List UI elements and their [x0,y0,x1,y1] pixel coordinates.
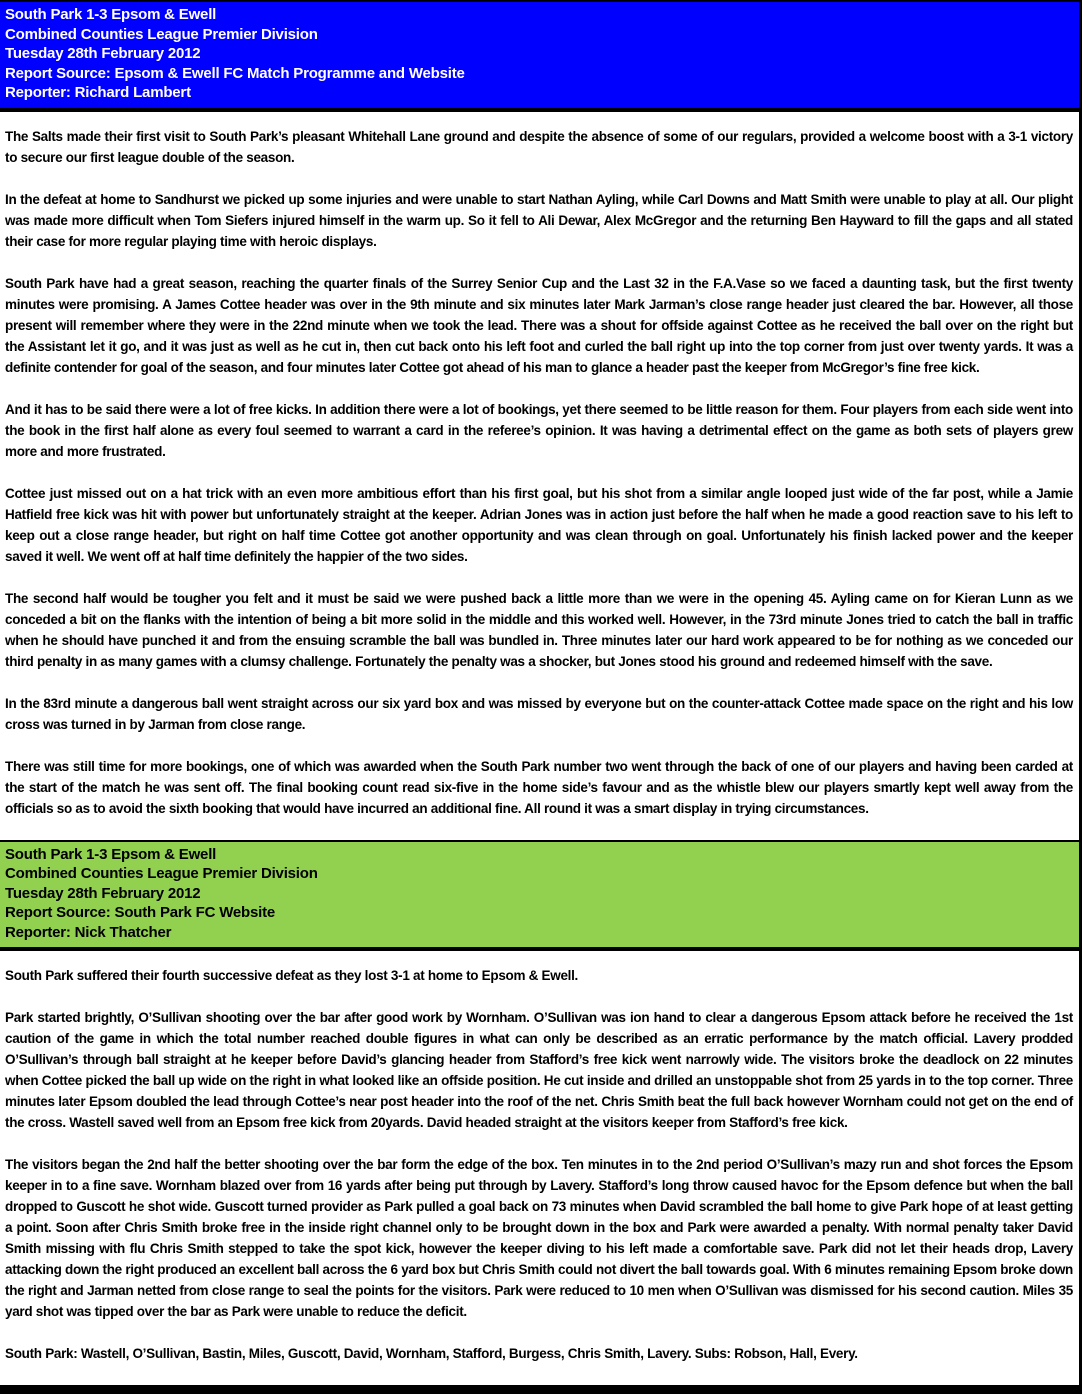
report1-header [0,0,1079,112]
report1-paragraph-5: Cottee just missed out on a hat trick with an even more ambitious effort than his first goal, but his shot from a similar angle looped just wide of the far post, while a Jamie Hatfield free kick was hit with power but unfortunately straight at the keeper. Adrian Jones was in action just before the half when he made a good reaction save to his left to keep out a close range header, but right on half time Cottee got another opportunity and was clean through on goal. Unfortunately his finish lacked power and the keeper saved it well. We went off at half time definitely the happier of the two sides. [5,485,1073,564]
report2-date: Tuesday 28th February 2012 [5,884,201,902]
report1-paragraph-4: And it has to be said there were a lot of free kicks. In addition there were a lot of bookings, yet there seemed to be little reason for them. Four players from each side went into the book in the first half alone as every foul seemed to warrant a card in the referee’s opinion. It was having a detrimental effect on the game as both sets of players grew more and more frustrated. [5,401,1073,459]
report1-reporter: Reporter: Richard Lambert [5,84,191,101]
report1-title: South Park 1-3 Epsom & Ewell [5,6,217,23]
report2-paragraph-2: Park started brightly, O’Sullivan shooting over the bar after good work by Wornham. O’Sullivan was ion hand to clear a dangerous Epsom attack before he received the 1st caution of the game in which the total number reached double figures in what can only be described as an erratic performance by the match official. Lavery prodded O’Sullivan’s through ball straight at he keeper before David’s glancing header from Stafford’s free kick went narrowly wide. The visitors broke the deadlock on 22 minutes when Cottee picked the ball up wide on the right in what looked like an offside position. He cut inside and drilled an unstoppable shot from 25 yards in to the top corner. Three minutes later Epsom doubled the lead through Cottee’s near post header into the roof of the net. Chris Smith beat the full back however Wornham could not get on the end of the cross. Wastell saved well from an Epsom free kick from 20yards. David headed straight at the visitors keeper from Stafford’s free kick. [5,1010,1073,1130]
report1-paragraph-2: In the defeat at home to Sandhurst we picked up some injuries and were unable to start Nathan Ayling, while Carl Downs and Matt Smith were unable to play at all. Our plight was made more difficult when Tom Siefers injured himself in the warm up. So it fell to Ali Dewar, Alex McGregor and the returning Ben Hayward to fill the gaps and all stated their case for more regular playing time with heroic displays. [5,191,1073,249]
report2-title: South Park 1-3 Epsom & Ewell [5,845,217,863]
report2-source: Report Source: South Park FC Website [5,904,276,921]
report2-paragraph-1: South Park suffered their fourth successive defeat as they lost 3-1 at home to Epsom & Ewell. [5,968,579,983]
report1-body [0,112,1079,819]
report2-lineup: South Park: Wastell, O’Sullivan, Bastin, Miles, Guscott, David, Wornham, Stafford, Burgess, Chris Smith, Lavery. Subs: Robson, Hall, Every. [5,1346,858,1361]
report2-league: Combined Counties League Premier Division [5,865,318,882]
report2-paragraph-3: The visitors began the 2nd half the better shooting over the bar form the edge of the box. Ten minutes in to the 2nd period O’Sullivan’s mazy run and shot forces the Epsom keeper in to a fine save. Wornham blazed over from 16 yards after being put through by Lavery. Stafford’s long throw caused havoc for the Epsom defence but when the ball dropped to Guscott he shot wide. Guscott turned provider as Park pulled a goal back on 73 minutes when David scrambled the ball home to give Park hope of at least getting a point. Soon after Chris Smith broke free in the inside right channel only to be brought down in the box and Park were awarded a penalty. With normal penalty taker David Smith missing with flu Chris Smith stepped to take the spot kick, however the keeper diving to his left made a comfortable save. Park did not let their heads drop, Lavery attacking down the right produced an excellent ball across the 6 yard box but Chris Smith could not divert the ball towards goal. With 6 minutes remaining Epsom broke down the right and Jarman netted from close range to seal the points for the visitors. Park were reduced to 10 men when O’Sullivan was dismissed for his second caution. Miles 35 yard shot was tipped over the bar as Park were unable to reduce the deficit. [5,1157,1073,1319]
report2-header [0,840,1079,952]
report2-body [0,951,1079,1364]
report1-paragraph-1: The Salts made their first visit to South Park’s pleasant Whitehall Lane ground and despite the absence of some of our regulars, provided a welcome boost with a 3-1 victory to secure our first league double of the season. [5,128,1073,165]
report1-source: Report Source: Epsom & Ewell FC Match Programme and Website [5,64,465,82]
report1-paragraph-3: South Park have had a great season, reaching the quarter finals of the Surrey Senior Cup and the Last 32 in the F.A.Vase so we faced a daunting task, but the first twenty minutes were promising. A James Cottee header was over in the 9th minute and six minutes later Mark Jarman’s close range header just cleared the bar. However, all those present will remember where they were in the 22nd minute when we took the lead. There was a shout for offside against Cottee as he received the ball over on the right but the Assistant let it go, and it was just as well as he cut in, then cut back onto his left foot and curled the ball right up into the top corner from just over twenty yards. It was a definite contender for goal of the season, and four minutes later Cottee got ahead of his man to glance a header past the keeper from McGregor’s fine free kick. [5,275,1073,375]
report1-paragraph-6: The second half would be tougher you felt and it must be said we were pushed back a little more than we were in the opening 45. Ayling came on for Kieran Lunn as we conceded a bit on the flanks with the intention of being a bit more solid in the middle and this worked well. However, in the 73rd minute Jones tried to catch the ball in traffic when he should have punched it and from the ensuing scramble the ball was bundled in. Three minutes later our hard work appeared to be for nothing as we conceded our third penalty in as many games with a clumsy challenge. Fortunately the penalty was a shocker, but Jones stood his ground and redeemed himself with the save. [5,590,1073,669]
report1-paragraph-7: In the 83rd minute a dangerous ball went straight across our six yard box and was missed by everyone but on the counter-attack Cottee made space on the right and his low cross was turned in by Jarman from close range. [5,695,1073,732]
report2-reporter: Reporter: Nick Thatcher [5,923,172,941]
report1-date: Tuesday 28th February 2012 [5,45,201,62]
report1-paragraph-8: There was still time for more bookings, one of which was awarded when the South Park number two went through the back of one of our players and having been carded at the start of the match he was sent off. The final booking count read six-five in the home side’s favour and as the whistle blew our players smartly kept well away from the officials so as to avoid the sixth booking that would have incurred an additional fine. All round it was a smart display in trying circumstances. [5,758,1073,816]
bottom-border [0,1385,1079,1394]
report1-league: Combined Counties League Premier Division [5,25,318,43]
report-2 [0,840,1079,1386]
